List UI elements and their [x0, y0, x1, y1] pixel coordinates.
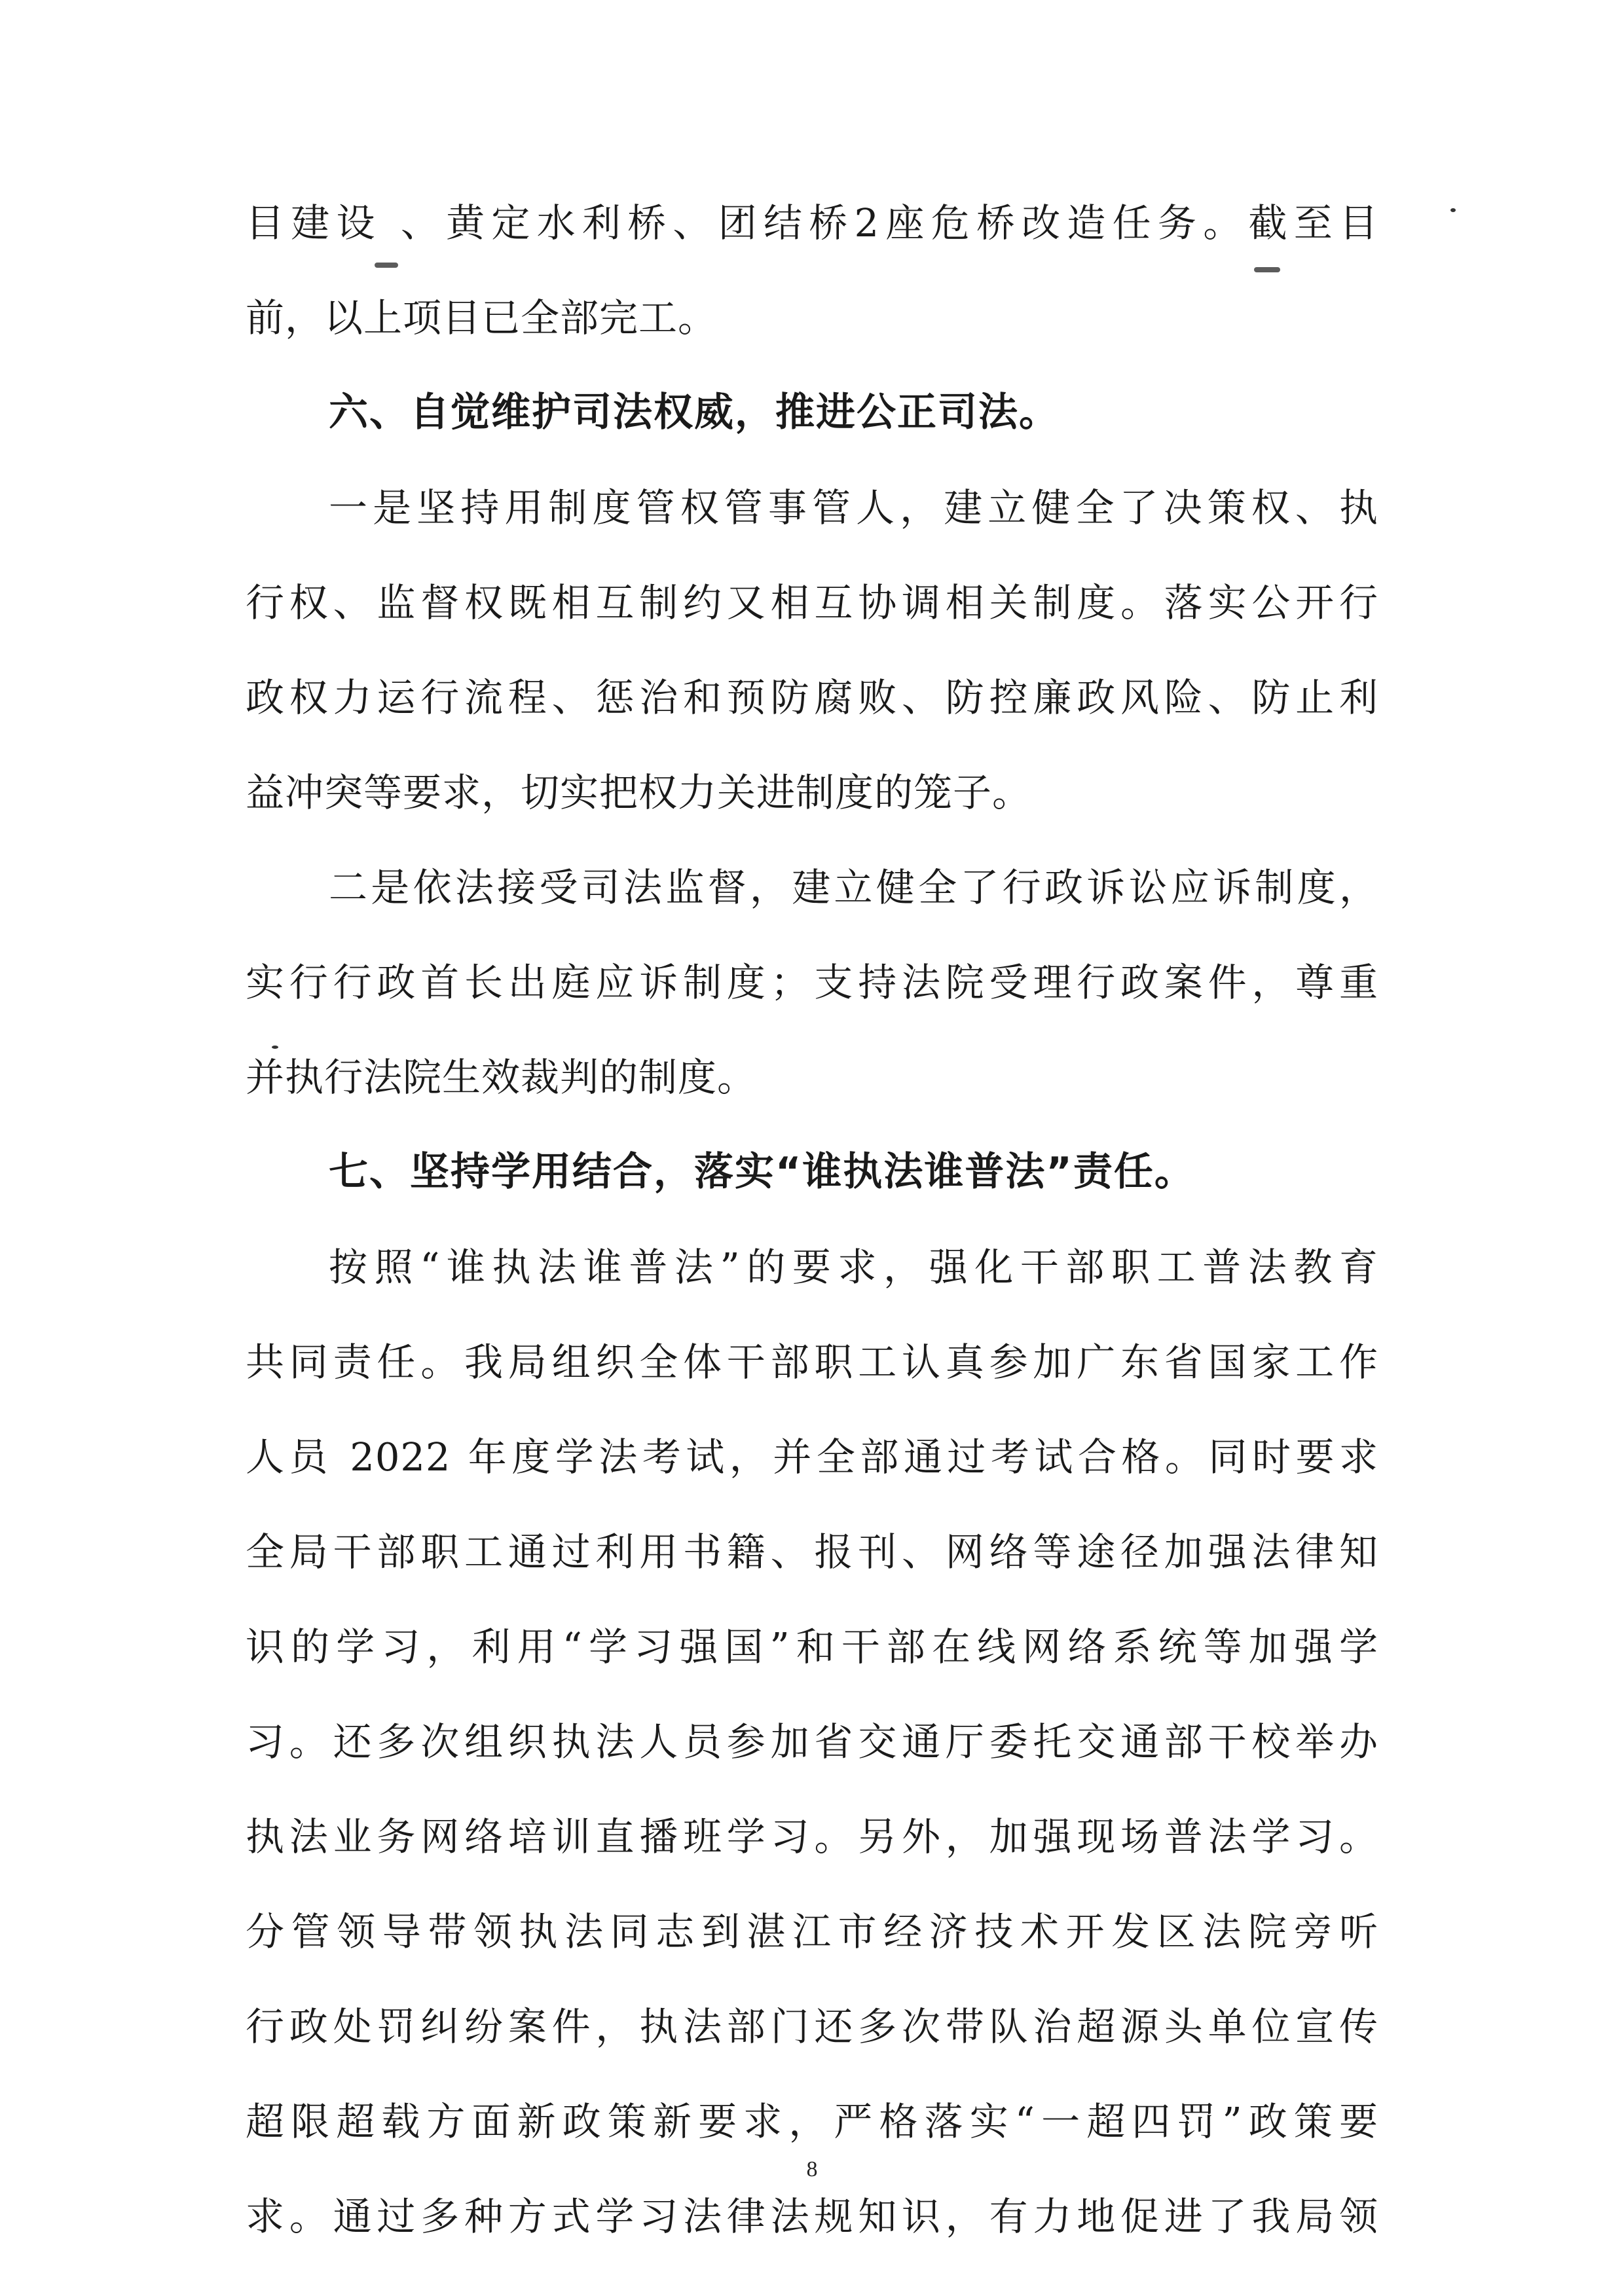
body-line: 人员 2022 年度学法考试，并全部通过考试合格。同时要求 — [246, 1434, 1378, 1480]
body-line: 实行行政首长出庭应诉制度；支持法院受理行政案件，尊重 — [246, 960, 1378, 1005]
body-line: 分管领导带领执法同志到湛江市经济技术开发区法院旁听 — [246, 1909, 1378, 1954]
scan-speck — [1254, 267, 1280, 272]
page-number: 8 — [806, 2157, 818, 2181]
paragraph-first-line: 按照“谁执法谁普法”的要求，强化干部职工普法教育 — [329, 1245, 1378, 1290]
body-line: 求。通过多种方式学习法律法规知识，有力地促进了我局领 — [246, 2194, 1378, 2239]
body-line: 行权、监督权既相互制约又相互协调相关制度。落实公开行 — [246, 580, 1378, 625]
body-line: 习。还多次组织执法人员参加省交通厅委托交通部干校举办 — [246, 1719, 1378, 1764]
document-body — [246, 175, 1378, 2264]
paragraph-first-line: 二是依法接受司法监督，建立健全了行政诉讼应诉制度， — [329, 865, 1378, 910]
scan-speck — [1450, 208, 1456, 212]
section-heading: 七、坚持学用结合，落实“谁执法谁普法”责任。 — [329, 1149, 1195, 1195]
body-line: 识的学习，利用“学习强国”和干部在线网络系统等加强学 — [246, 1624, 1378, 1669]
paragraph-last-line: 前，以上项目已全部完工。 — [246, 295, 718, 340]
body-line: 超限超载方面新政策新要求，严格落实“一超四罚”政策要 — [246, 2099, 1378, 2144]
paragraph-last-line: 并执行法院生效裁判的制度。 — [246, 1055, 757, 1100]
body-line: 执法业务网络培训直播班学习。另外，加强现场普法学习。 — [246, 1814, 1378, 1859]
body-line: 行政处罚纠纷案件，执法部门还多次带队治超源头单位宣传 — [246, 2004, 1378, 2049]
scan-speck — [375, 263, 398, 268]
paragraph-first-line: 一是坚持用制度管权管事管人，建立健全了决策权、执 — [329, 485, 1378, 530]
body-line: 共同责任。我局组织全体干部职工认真参加广东省国家工作 — [246, 1339, 1378, 1385]
body-line: 全局干部职工通过利用书籍、报刊、网络等途径加强法律知 — [246, 1529, 1378, 1575]
body-line: 政权力运行流程、惩治和预防腐败、防控廉政风险、防止利 — [246, 675, 1378, 720]
scan-speck — [272, 1046, 278, 1049]
paragraph-last-line: 益冲突等要求，切实把权力关进制度的笼子。 — [246, 770, 1032, 815]
body-line: 目建设 、黄定水利桥、团结桥2座危桥改造任务。截至目 — [246, 200, 1378, 246]
section-heading: 六、自觉维护司法权威，推进公正司法。 — [329, 390, 1060, 435]
